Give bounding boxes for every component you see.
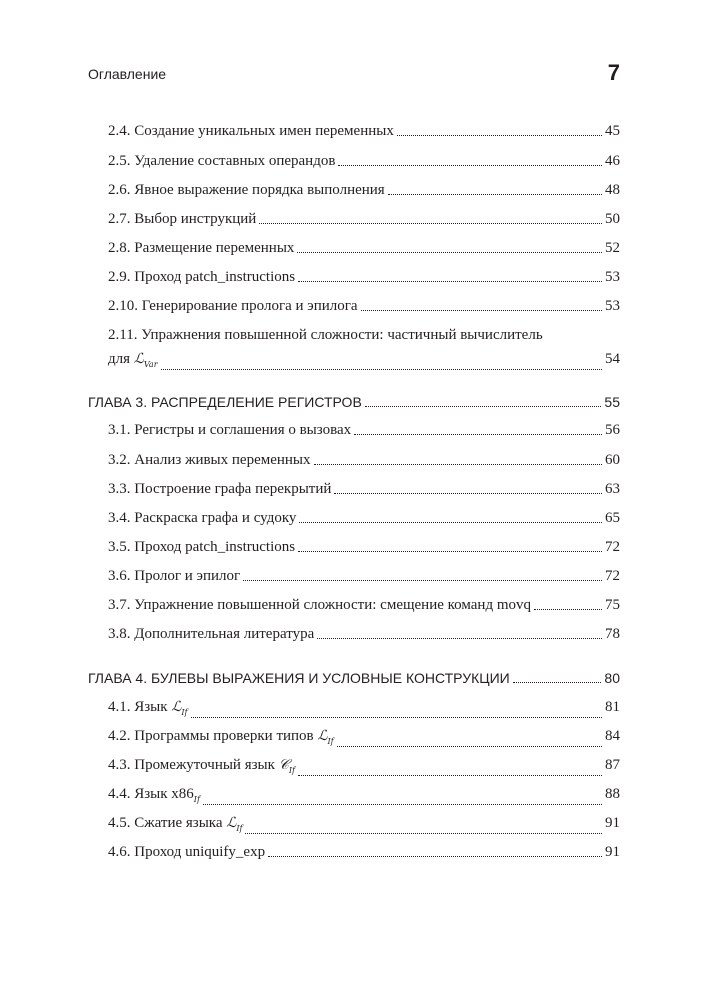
toc-entry-line1: 2.11. Упражнения повышенной сложности: частичный вычислитель (108, 327, 543, 343)
toc-entry[interactable]: 4.6. Проход uniquify_exp 91 (108, 844, 620, 860)
leader-dots (361, 309, 602, 311)
language-symbol: ℒ$_{If}$ (317, 728, 334, 746)
leader-dots (314, 463, 602, 465)
leader-dots (299, 521, 602, 523)
leader-dots (334, 492, 602, 494)
toc-entry[interactable]: 2.6. Явное выражение порядка выполнения 48 (108, 182, 620, 198)
leader-dots (259, 222, 602, 224)
language-symbol: 𝒞$_{If}$ (278, 757, 295, 775)
leader-dots (534, 608, 602, 610)
toc-entry-two-line[interactable]: 2.11. Упражнения повышенной сложности: частичный вычислитель для ℒ$_{Var}$ 54 (108, 327, 620, 369)
toc-entry[interactable]: 4.5. Сжатие языка ℒ$_{If}$ 91 (108, 815, 620, 833)
toc-entry[interactable]: 3.5. Проход patch_instructions 72 (108, 539, 620, 555)
leader-dots (354, 433, 602, 435)
toc-entry[interactable]: 4.3. Промежуточный язык 𝒞$_{If}$ 87 (108, 757, 620, 775)
leader-dots (397, 134, 602, 136)
leader-dots (161, 368, 602, 370)
toc-entry[interactable]: 2.7. Выбор инструкций 50 (108, 211, 620, 227)
page-number: 7 (607, 60, 620, 85)
toc-entry[interactable]: 3.7. Упражнение повышенной сложности: смещение команд movq 75 (108, 597, 620, 613)
leader-dots (191, 716, 602, 718)
page-header (88, 62, 620, 88)
toc-entry[interactable]: 4.4. Язык $x86_{If}$ 88 (108, 786, 620, 804)
toc-entry[interactable]: 3.1. Регистры и соглашения о вызовах 56 (108, 422, 620, 438)
toc-entry[interactable]: 3.8. Дополнительная литература 78 (108, 626, 620, 642)
toc-chapter-4[interactable]: ГЛАВА 4. БУЛЕВЫ ВЫРАЖЕНИЯ И УСЛОВНЫЕ КОНСТРУКЦИИ 80 (88, 670, 620, 686)
leader-dots (243, 579, 602, 581)
running-title: Оглавление (88, 66, 167, 82)
leader-dots (268, 855, 602, 857)
leader-dots (245, 832, 602, 834)
toc-entry[interactable]: 2.10. Генерирование пролога и эпилога 53 (108, 298, 620, 314)
leader-dots (203, 803, 602, 805)
language-symbol: ℒ$_{If}$ (226, 815, 243, 833)
toc-entry[interactable]: 4.1. Язык ℒ$_{If}$ 81 (108, 699, 620, 717)
toc-entry[interactable]: 2.9. Проход patch_instructions 53 (108, 269, 620, 285)
toc-entry[interactable]: 3.2. Анализ живых переменных 60 (108, 452, 620, 468)
leader-dots (298, 774, 602, 776)
toc-chapter-3[interactable]: ГЛАВА 3. РАСПРЕДЕЛЕНИЕ РЕГИСТРОВ 55 (88, 394, 620, 410)
language-symbol: ℒ$_{If}$ (171, 699, 188, 717)
leader-dots (298, 550, 602, 552)
leader-dots (513, 681, 602, 683)
language-subscript: If (193, 795, 200, 804)
leader-dots (337, 745, 602, 747)
leader-dots (388, 193, 602, 195)
toc-entry[interactable]: 2.8. Размещение переменных 52 (108, 240, 620, 256)
toc-entry[interactable]: 3.6. Пролог и эпилог 72 (108, 568, 620, 584)
leader-dots (365, 405, 602, 407)
toc-entry[interactable]: 3.4. Раскраска графа и судоку 65 (108, 510, 620, 526)
leader-dots (338, 164, 602, 166)
toc-entry[interactable]: 4.2. Программы проверки типов ℒ$_{If}$ 84 (108, 728, 620, 746)
language-symbol: ℒ$_{Var}$ (133, 351, 158, 369)
toc-entry[interactable]: 3.3. Построение графа перекрытий 63 (108, 481, 620, 497)
leader-dots (298, 280, 602, 282)
leader-dots (297, 251, 602, 253)
leader-dots (317, 637, 602, 639)
toc-entry[interactable]: 2.5. Удаление составных операндов 46 (108, 153, 620, 169)
toc-entry[interactable]: 2.4. Создание уникальных имен переменных 45 (108, 123, 620, 139)
